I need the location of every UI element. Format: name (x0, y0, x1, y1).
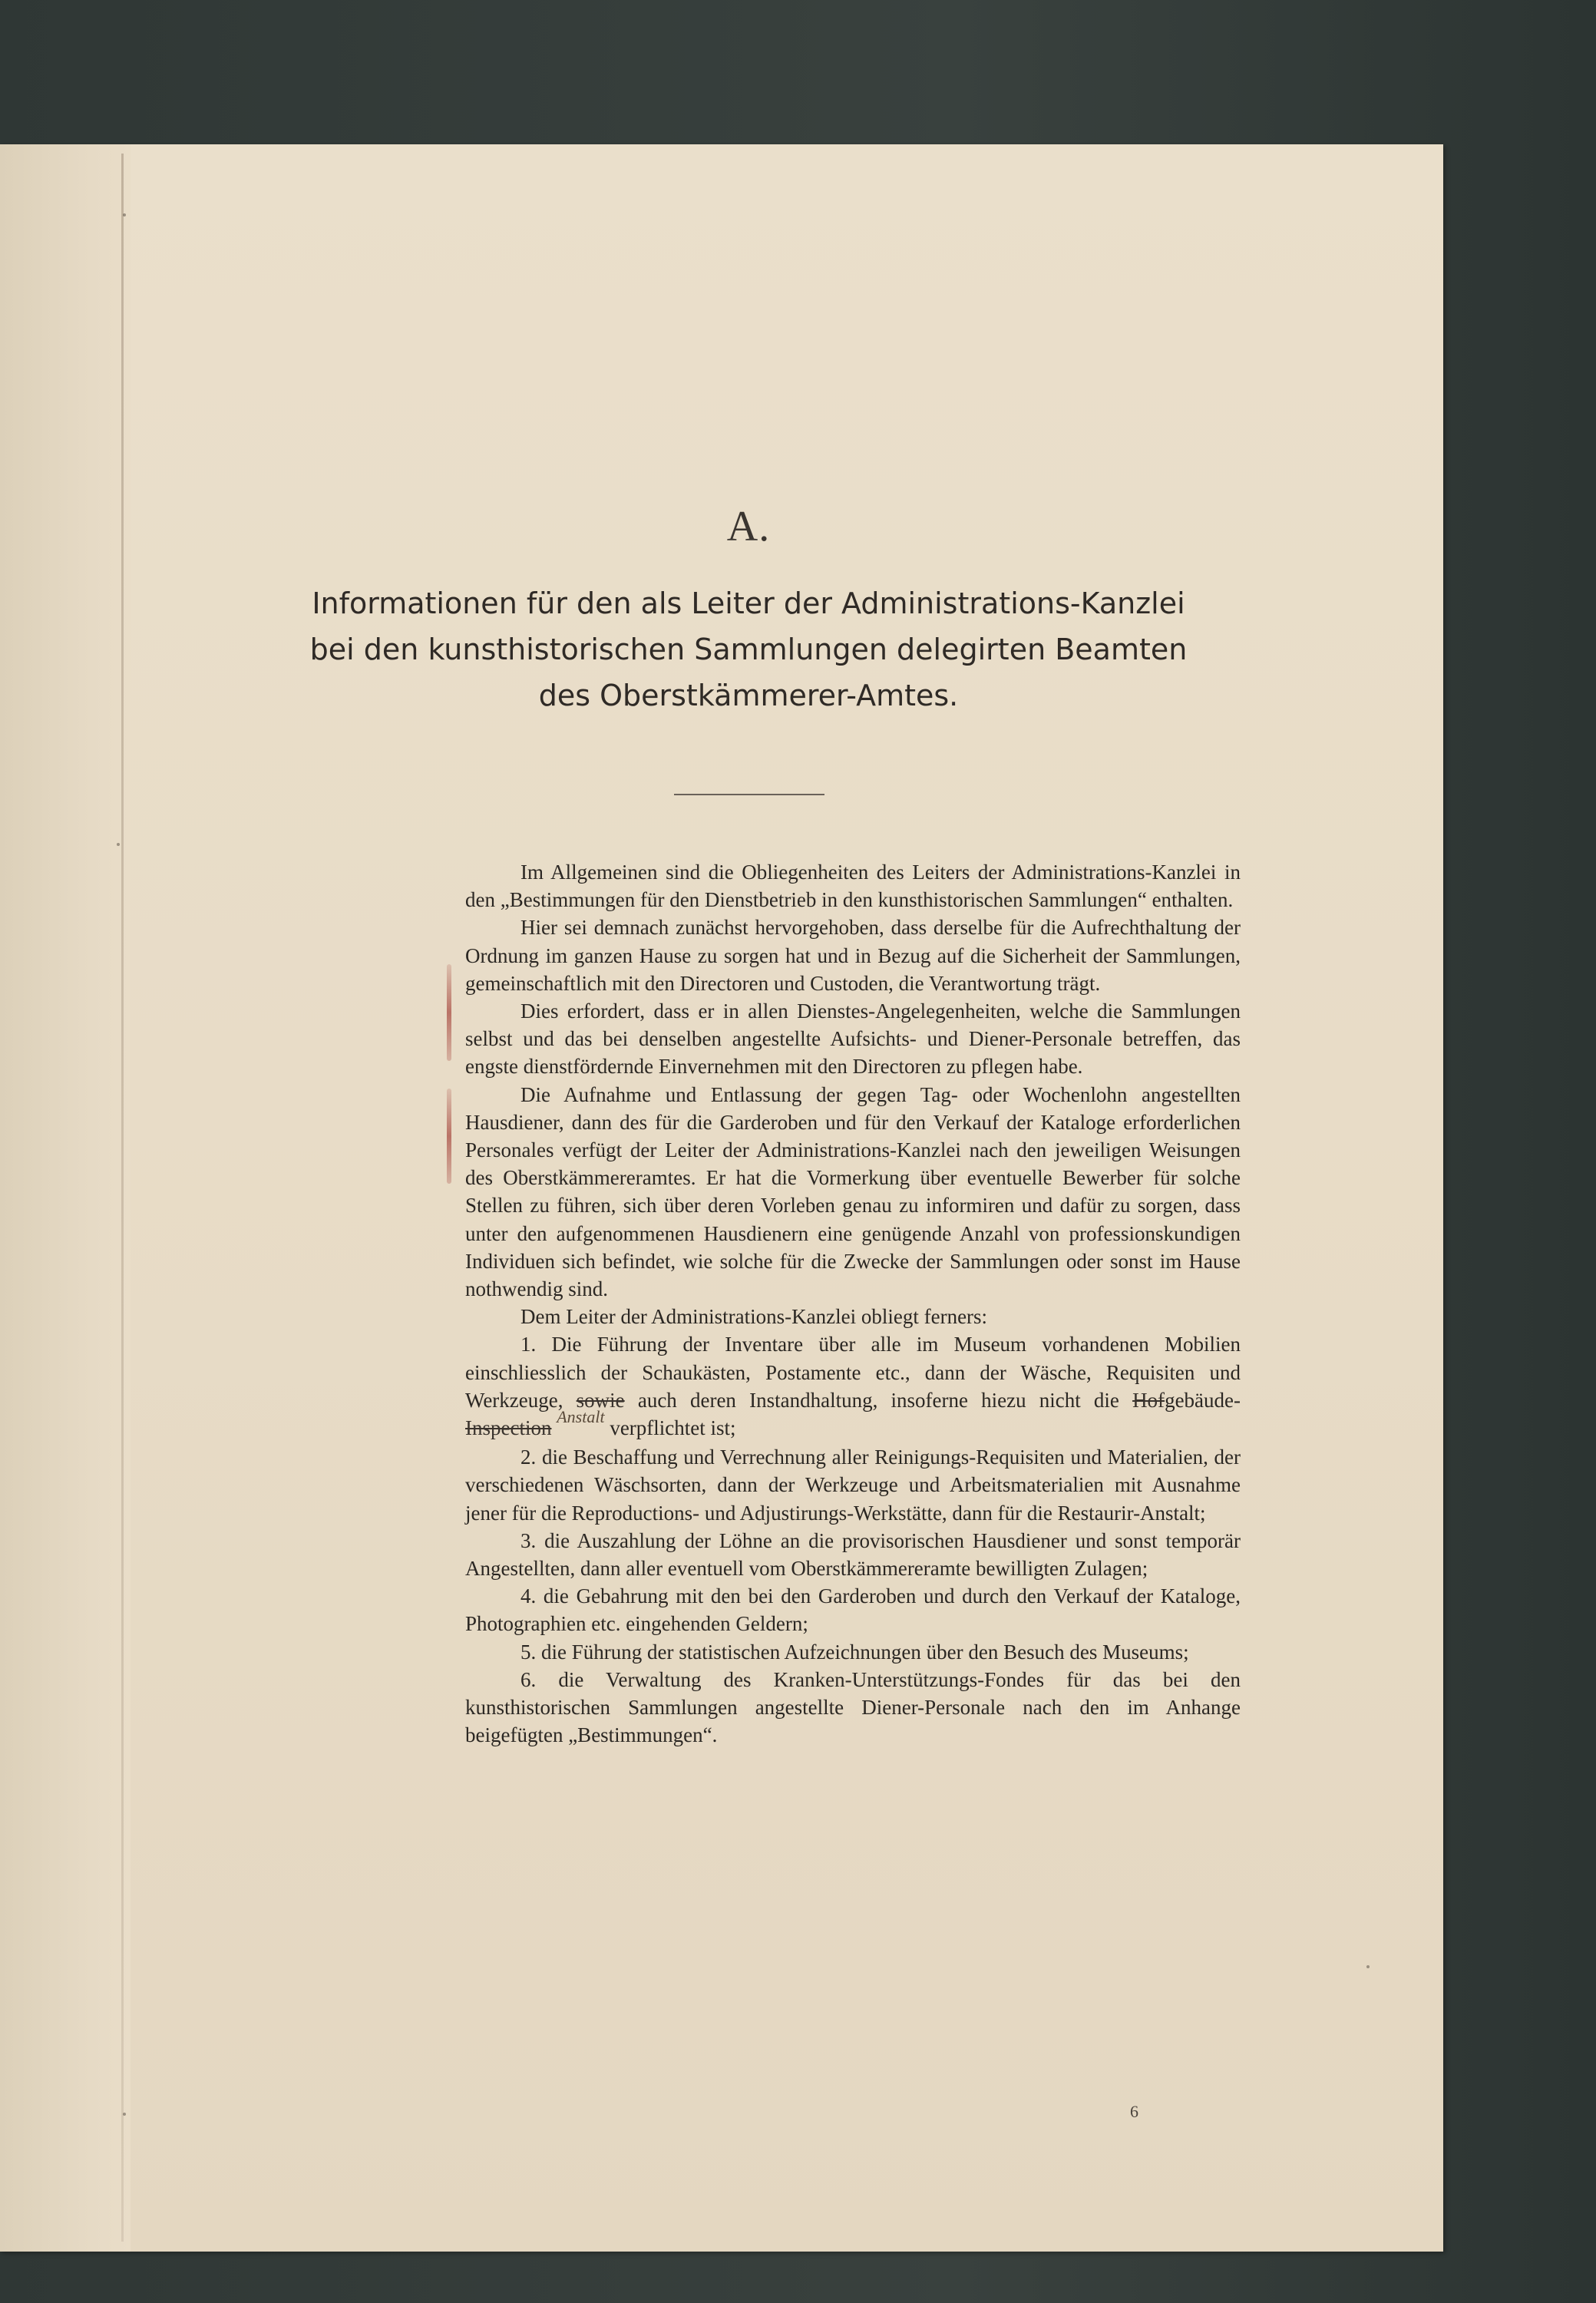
list-item-5: 5. die Führung der statistischen Aufzeichnungen über den Besuch des Museums; (520, 1640, 1189, 1664)
list-item-2: 2. die Beschaffung und Verrechnung aller Reinigungs-Requisiten und Materialien, der verschiedenen Wäschsorten, dann der Werkzeuge und Arbeitsmaterialien mit Ausnahme jener für die Reproductions- und Adjustirungs-Werkstätte, dann für die Restaurir-Anstalt; (465, 1446, 1241, 1525)
struck-word-sowie: sowie (576, 1388, 625, 1412)
paragraph-duties-intro: Dem Leiter der Administrations-Kanzlei obliegt ferners: (520, 1305, 988, 1329)
divider-rule (674, 794, 824, 795)
paragraph-agreement: Dies erfordert, dass er in allen Dienstes-Angelegenheiten, welche die Sammlungen selbst und das bei denselben angestellte Aufsichts- und Diener-Personale betreffen, das engste dienstfördernde Einvernehmen mit den Directoren zu pflegen habe. (465, 1000, 1241, 1079)
document-page (0, 144, 1443, 2252)
section-letter: A. (726, 503, 771, 550)
item-1-text-d: verpflichtet ist; (610, 1416, 736, 1440)
handwritten-correction: Anstalt (557, 1407, 605, 1427)
item-1-text-c: gebäude- (1165, 1388, 1241, 1412)
page-content (0, 144, 1443, 2252)
page-title (230, 580, 1267, 719)
item-1-text-b: auch deren Instandhaltung, insoferne hiezu nicht die (637, 1388, 1119, 1412)
binding-fold (121, 154, 124, 2242)
list-item-3: 3. die Auszahlung der Löhne an die provisorischen Hausdiener und sonst temporär Angestellten, dann aller eventuell vom Oberstkämmereramte bewilligten Zulagen; (465, 1528, 1241, 1581)
struck-word-hof: Hof (1132, 1388, 1165, 1412)
list-item-6: 6. die Verwaltung des Kranken-Unterstützungs-Fondes für das bei den kunsthistorischen Sammlungen angestellte Diener-Personale nach den im Anhange beigefügten „Bestimmungen“. (465, 1667, 1241, 1747)
page-number: 6 (1130, 2102, 1138, 2121)
pencil-margin-mark-1 (447, 964, 451, 1061)
list-item-1 (465, 1330, 1241, 1443)
paragraph-order: Hier sei demnach zunächst hervorgehoben, dass derselbe für die Aufrechthaltung der Ordnung im ganzen Hause zu sorgen hat und in Bezug auf die Sicherheit der Sammlungen, gemeinschaftlich mit den Directoren und Custoden, die Verantwortung trägt. (465, 916, 1241, 995)
paragraph-staff: Die Aufnahme und Entlassung der gegen Tag- oder Wochenlohn angestellten Hausdiener, dann des für die Garderoben und für den Verkauf der Kataloge erforderlichen Personales verfügt der Leiter der Administrations-Kanzlei nach den jeweiligen Weisungen des Oberstkämmereramtes. Er hat die Vormerkung über eventuelle Bewerber für solche Stellen zu führen, sich über deren Vorleben genau zu informiren und dafür zu sorgen, dass unter den aufgenommenen Hausdienern eine genügende Anzahl von professionskundigen Individuen sich befindet, wie solche für die Zwecke der Sammlungen oder sonst im Hause nothwendig sind. (465, 1082, 1241, 1301)
title-line-1: Informationen für den als Leiter der Administrations-Kanzlei (312, 586, 1185, 620)
body-text (465, 858, 1241, 1750)
paragraph-intro: Im Allgemeinen sind die Obliegenheiten des Leiters der Administrations-Kanzlei in den „Bestimmungen für den Dienstbetrieb in den kunsthistorischen Sammlungen“ enthalten. (465, 861, 1241, 912)
pencil-margin-mark-2 (447, 1089, 451, 1184)
struck-word-inspection: Inspection (465, 1416, 552, 1440)
item-1-text-a: 1. Die Führung der Inventare über alle im Museum vorhandenen Mobilien einschliesslich der Schaukästen, Postamente etc., dann der Wäsche, Requisiten und Werkzeuge, (465, 1333, 1241, 1412)
list-item-4: 4. die Gebahrung mit den bei den Garderoben und durch den Verkauf der Kataloge, Photographien etc. eingehenden Geldern; (465, 1584, 1241, 1636)
left-page-edge (0, 144, 131, 2252)
title-line-3: des Oberstkämmerer-Amtes. (538, 679, 959, 712)
title-line-2: bei den kunsthistorischen Sammlungen delegirten Beamten (309, 633, 1188, 666)
